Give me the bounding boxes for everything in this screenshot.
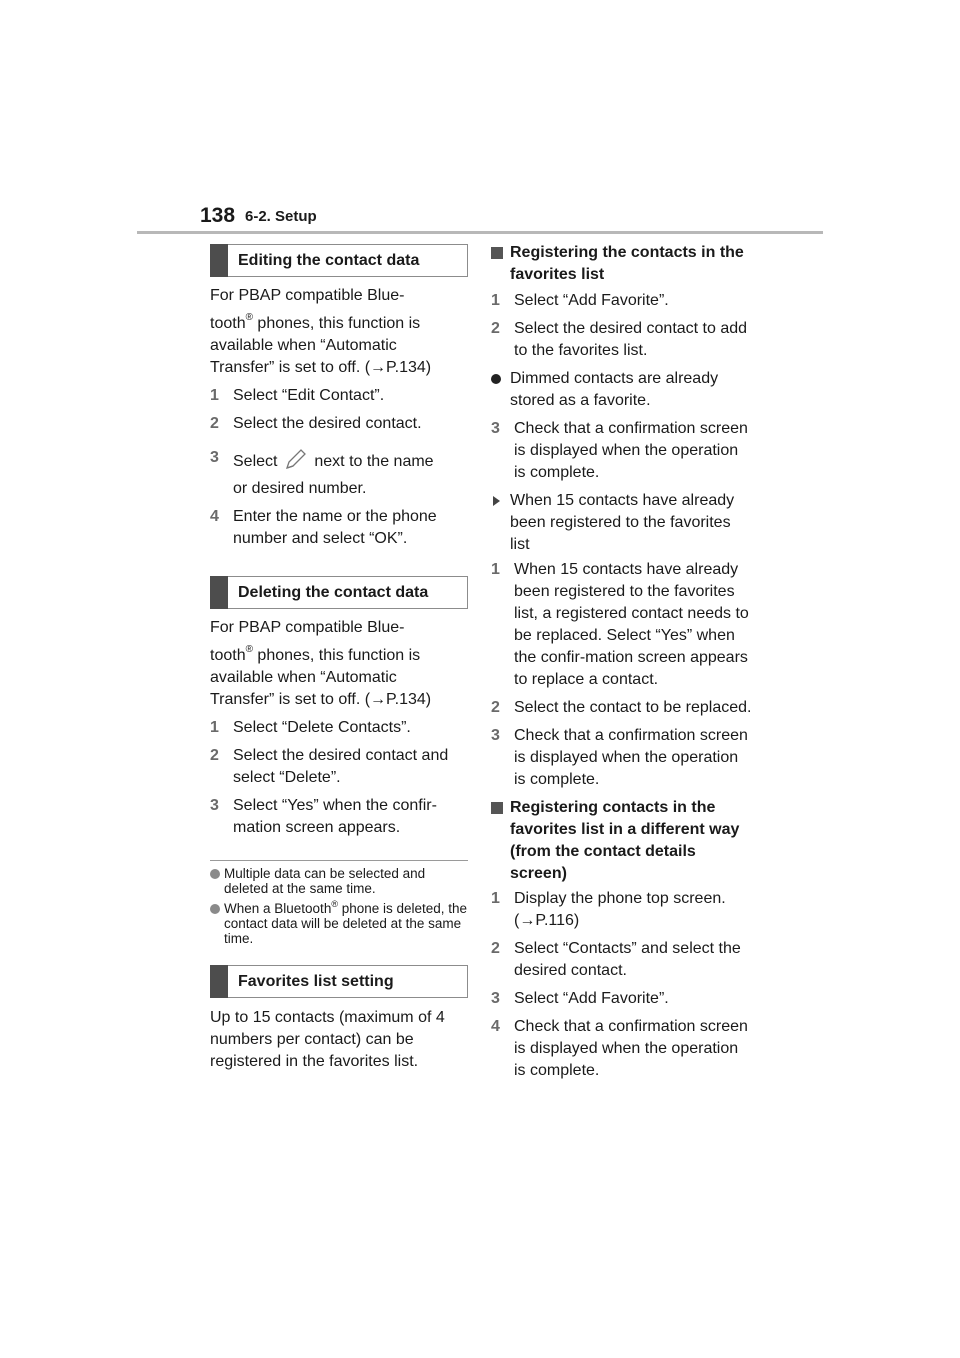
heading-editing-contact-data — [210, 244, 468, 277]
step-text: Select “Contacts” and select the desired contact. — [514, 940, 741, 979]
step-number: 2 — [210, 747, 219, 764]
registered-mark: ® — [245, 644, 253, 655]
step-number: 4 — [491, 1018, 500, 1035]
step-text: When 15 contacts have already been registered to the favorites list, a registered contact needs to be replaced. Select “Yes” when the confir-mation screen appears to replace a contact. — [514, 561, 749, 688]
delete-intro-text: tooth — [210, 647, 246, 664]
step-number: 1 — [491, 890, 500, 907]
delete-intro-line: available when “Automatic — [210, 669, 397, 686]
step-number: 1 — [491, 561, 500, 578]
heading-favorites-list-setting — [210, 965, 468, 998]
step-text: Select — [233, 453, 278, 470]
step-text: Select the desired contact. — [233, 415, 422, 432]
delete-intro-line — [210, 645, 468, 667]
alt-step-3 — [491, 988, 753, 1010]
step-text: Select “Edit Contact”. — [233, 387, 385, 404]
subheading-text: Registering the contacts in the favorites list — [510, 244, 744, 283]
edit-intro-line: Transfer” is set to off. (→P.134) — [210, 359, 432, 376]
square-bullet-icon — [491, 247, 503, 259]
filled-circle-bullet-icon — [491, 374, 501, 384]
step-text: Select the desired contact and select “Delete”. — [233, 747, 449, 786]
case-step-3 — [491, 725, 753, 791]
bullet-text: Dimmed contacts are already stored as a favorite. — [510, 370, 719, 409]
edit-intro-line: For PBAP compatible Blue- — [210, 287, 405, 304]
heading-text: Deleting the contact data — [238, 583, 429, 601]
subheading-text: Registering contacts in the favorites list in a different way (from the contact details screen) — [510, 799, 740, 882]
case-step-2 — [491, 697, 753, 719]
case-text: When 15 contacts have already been registered to the favorites list — [510, 492, 735, 553]
edit-intro-text: tooth — [210, 315, 246, 332]
step-number: 3 — [210, 449, 219, 466]
note-text: Multiple data can be selected and deleted at the same time. — [224, 866, 426, 896]
alt-step-1 — [491, 888, 753, 932]
step-number: 2 — [491, 699, 500, 716]
heading-marker — [210, 576, 228, 609]
step-text: Select “Add Favorite”. — [514, 990, 669, 1007]
triangle-bullet-icon — [493, 496, 500, 506]
step-text: next to the name — [314, 453, 434, 470]
delete-intro-line: Transfer” is set to off. (→P.134) — [210, 691, 432, 708]
heading-deleting-contact-data — [210, 576, 468, 609]
step-number: 3 — [491, 727, 500, 744]
note-item — [210, 901, 468, 946]
heading-marker — [210, 965, 228, 998]
delete-intro — [210, 617, 468, 711]
notes-divider — [210, 860, 468, 861]
step-number: 1 — [210, 719, 219, 736]
step-text: Select “Delete Contacts”. — [233, 719, 411, 736]
right-column — [491, 242, 753, 1082]
registered-mark: ® — [245, 312, 253, 323]
pencil-icon — [284, 447, 308, 478]
step-number: 1 — [210, 387, 219, 404]
step-text: or desired number. — [233, 480, 367, 497]
case-item — [491, 490, 753, 556]
circle-bullet-icon — [210, 904, 220, 914]
note-text: phone is deleted, the contact data will be deleted at the same time. — [224, 901, 468, 946]
edit-intro-line: available when “Automatic — [210, 337, 397, 354]
case-step-1 — [491, 559, 753, 691]
reg-step-1 — [491, 290, 753, 312]
step-number: 2 — [491, 320, 500, 337]
left-column — [210, 244, 468, 1073]
edit-step-1 — [210, 385, 468, 407]
step-text: Enter the name or the phone number and select “OK”. — [233, 508, 437, 547]
step-number: 3 — [491, 420, 500, 437]
header-divider — [137, 231, 823, 234]
step-text: Select “Yes” when the confir-mation screen appears. — [233, 797, 437, 836]
heading-text: Favorites list setting — [238, 972, 394, 990]
step-text: Select the desired contact to add to the favorites list. — [514, 320, 748, 359]
step-text: Select the contact to be replaced. — [514, 699, 752, 716]
delete-step-3 — [210, 795, 468, 839]
delete-intro-text: phones, this function is — [252, 647, 421, 664]
edit-step-4 — [210, 506, 468, 550]
alt-step-2 — [491, 938, 753, 982]
reg-step-2 — [491, 318, 753, 362]
subheading-registering-different-way — [491, 797, 753, 885]
step-text: Check that a confirmation screen is displayed when the operation is complete. — [514, 1018, 748, 1079]
section-title: 6-2. Setup — [245, 208, 317, 225]
step-number: 4 — [210, 508, 219, 525]
step-text: Select “Add Favorite”. — [514, 292, 669, 309]
delete-step-1 — [210, 717, 468, 739]
delete-intro-line: For PBAP compatible Blue- — [210, 619, 405, 636]
subheading-registering-favorites — [491, 242, 753, 286]
step-text: Display the phone top screen. (→P.116) — [514, 890, 726, 929]
heading-marker — [210, 244, 228, 277]
circle-bullet-icon — [210, 869, 220, 879]
step-text: Check that a confirmation screen is displayed when the operation is complete. — [514, 420, 748, 481]
reg-step-3 — [491, 418, 753, 484]
step-number: 3 — [210, 797, 219, 814]
registered-mark: ® — [331, 899, 338, 909]
edit-step-2 — [210, 413, 468, 435]
square-bullet-icon — [491, 802, 503, 814]
page-number: 138 — [200, 204, 236, 227]
delete-step-2 — [210, 745, 468, 789]
edit-step-3 — [210, 447, 468, 500]
edit-intro-text: phones, this function is — [252, 315, 421, 332]
step-number: 3 — [491, 990, 500, 1007]
note-item — [210, 866, 468, 896]
step-number: 1 — [491, 292, 500, 309]
step-text: Check that a confirmation screen is displayed when the operation is complete. — [514, 727, 748, 788]
bullet-item — [491, 368, 753, 412]
edit-intro-line — [210, 313, 468, 335]
step-number: 2 — [491, 940, 500, 957]
alt-step-4 — [491, 1016, 753, 1082]
note-text: When a Bluetooth — [224, 901, 332, 916]
heading-text: Editing the contact data — [238, 251, 420, 269]
edit-intro — [210, 285, 468, 379]
favorites-body: Up to 15 contacts (maximum of 4 numbers per contact) can be registered in the favorites list. — [210, 1009, 445, 1070]
step-number: 2 — [210, 415, 219, 432]
